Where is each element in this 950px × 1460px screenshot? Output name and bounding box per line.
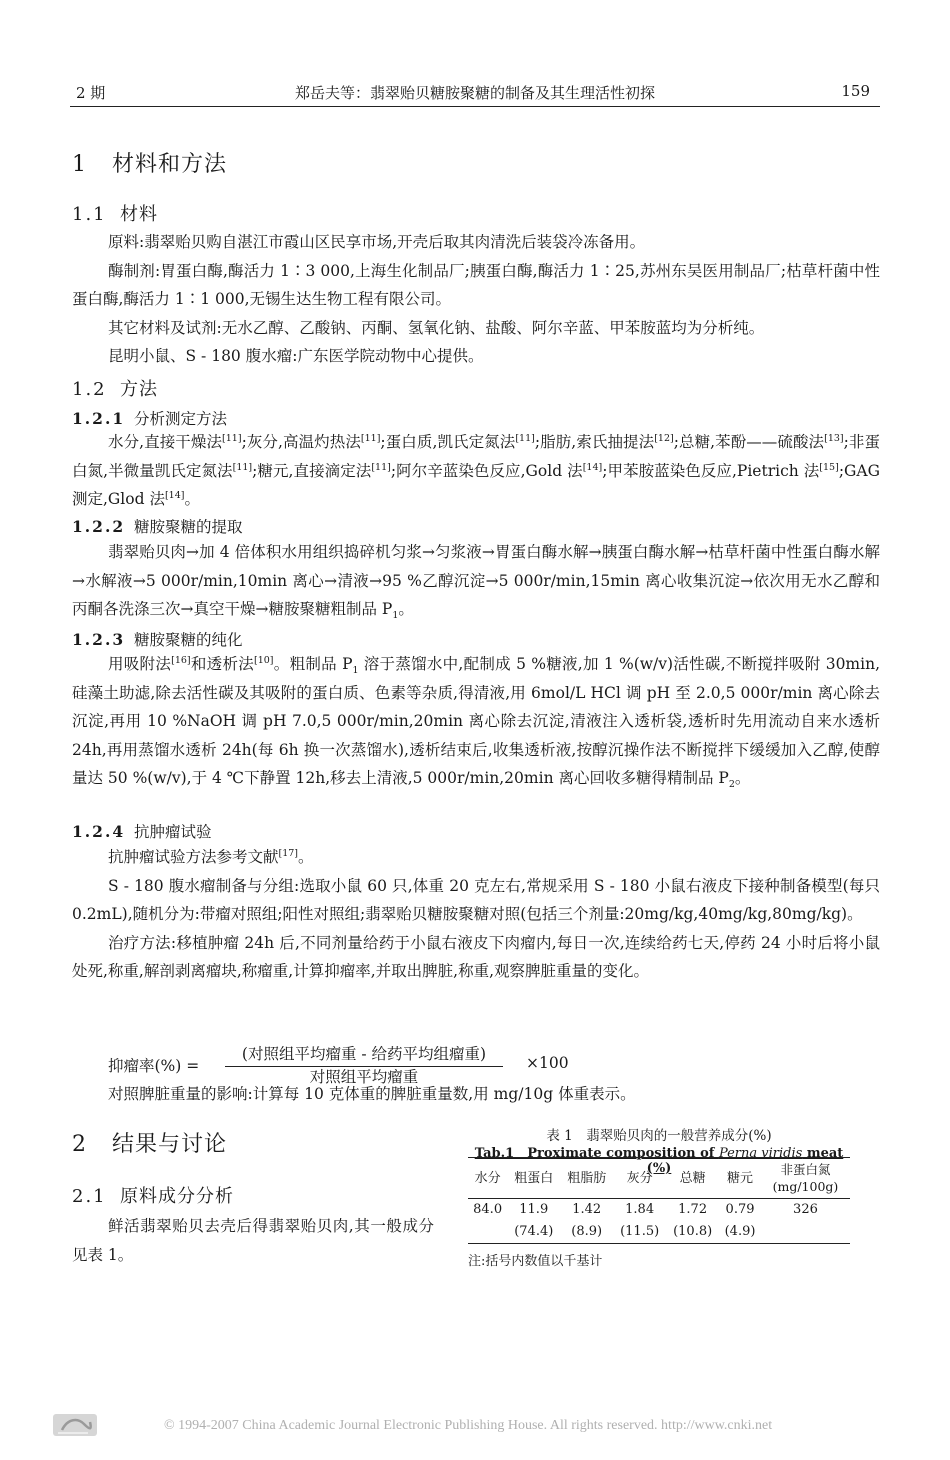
col-header: 粗脂肪	[560, 1158, 613, 1199]
table-note: 注:括号内数值以千基计	[468, 1254, 603, 1269]
heading-title: 糖胺聚糖的提取	[134, 518, 243, 536]
citation: [11]	[371, 461, 391, 473]
col-header: 总糖	[666, 1158, 719, 1199]
table-caption-en: Tab.1 Proximate composition of Perna viridis meat (%)	[474, 1146, 844, 1176]
species-name: Perna viridis	[718, 1146, 803, 1161]
heading-title: 分析测定方法	[134, 410, 228, 428]
citation: [13]	[824, 432, 844, 444]
table-cell: (8.9)	[571, 1224, 603, 1239]
subsection-number: 2.1	[72, 1186, 107, 1207]
issue-number: 2 期	[76, 84, 106, 102]
citation: [11]	[222, 432, 242, 444]
subsection-title: 原料成分分析	[120, 1186, 234, 1207]
citation: [15]	[819, 461, 839, 473]
table-cell: 326	[793, 1202, 818, 1217]
table-cell: (74.4)	[514, 1224, 554, 1239]
page-footer	[52, 1410, 912, 1446]
subsection-heading-2-1	[72, 1182, 434, 1208]
citation: [14]	[164, 490, 185, 502]
col-header: 粗蛋白	[507, 1158, 560, 1199]
heading-1-2-2	[72, 515, 880, 537]
table-row	[468, 1221, 850, 1243]
subsection-title: 材料	[120, 204, 158, 225]
heading-1-2-1	[72, 407, 880, 429]
heading-number: 1.2.3	[72, 630, 126, 649]
table-cell	[468, 1221, 507, 1243]
section-heading-2	[72, 1127, 434, 1158]
col-header: 非蛋白氮 (mg/100g)	[761, 1158, 850, 1199]
subsection-number: 1.2	[72, 379, 107, 400]
table-cell: 11.9	[519, 1202, 549, 1217]
citation: [12]	[654, 432, 674, 444]
paragraph-animals: 昆明小鼠、S - 180 腹水瘤:广东医学院动物中心提供。	[108, 347, 484, 366]
heading-1-2-3	[72, 628, 880, 650]
citation: [10]	[254, 654, 274, 666]
composition-table	[468, 1157, 850, 1244]
paragraph-analysis-methods: 水分,直接干燥法[11];灰分,高温灼热法[11];蛋白质,凯氏定氮法[11];脂肪,索氏抽提法[12];总糖,苯酚——硫酸法[13];非蛋白氮,半微量凯氏定氮法[11];糖元,直接滴定法[11];阿尔辛蓝染色反应,Gold 法[14];甲苯胺蓝染色反应,Pietrich 法[15];GAG 测定,Glod 法[14]。	[72, 432, 880, 509]
subsection-heading-1-2	[72, 375, 880, 401]
paragraph-extraction: 翡翠贻贝肉→加 4 倍体积水用组织捣碎机匀浆→匀浆液→胃蛋白酶水解→胰蛋白酶水解→枯草杆菌中性蛋白酶水解→水解液→5 000r/min,10min 离心→清液→95 %乙醇沉淀→5 000r/min,15min 离心收集沉淀→依次用无水乙醇和丙酮各洗涤三次→真空干燥→糖胺聚糖粗制品 $P_1$。	[72, 543, 880, 622]
paragraph-treatment: 治疗方法:移植肿瘤 24h 后,不同剂量给药于小鼠右液皮下肉瘤内,每日一次,连续给药七天,停药 24 小时后将小鼠处死,称重,解剖剥离瘤块,称瘤重,计算抑瘤率,并取出脾脏,称重,观察脾脏重量的变化。	[72, 933, 880, 981]
section-number: 1	[72, 152, 87, 177]
subsection-number: 1.1	[72, 204, 107, 225]
table-cell: 0.79	[725, 1202, 755, 1217]
running-header	[70, 82, 880, 107]
paragraph-grouping: S - 180 腹水瘤制备与分组:选取小鼠 60 只,体重 20 克左右,常规采用 S - 180 小鼠右液皮下接种制备模型(每只 0.2mL),随机分为:带瘤对照组;阳性对照组;翡翠贻贝糖胺聚糖对照(包括三个剂量:20mg/kg,40mg/kg,80mg/kg)。	[72, 876, 880, 924]
table-cell: (10.8)	[673, 1224, 713, 1239]
table-cell: 84.0	[473, 1202, 503, 1217]
citation: [16]	[171, 654, 191, 666]
paragraph-raw-material: 原料:翡翠贻贝购自湛江市霞山区民享市场,开壳后取其肉清洗后装袋冷冻备用。	[108, 233, 646, 251]
paragraph-spleen-weight: 对照脾脏重量的影响:计算每 10 克体重的脾脏重量数,用 mg/10g 体重表示。	[108, 1085, 636, 1103]
paragraph-enzymes: 酶制剂:胃蛋白酶,酶活力 1∶3 000,上海生化制品厂;胰蛋白酶,酶活力 1∶25,苏州东吴医用制品厂;枯草杆菌中性蛋白酶,酶活力 1∶1 000,无锡生达生物工程有限公司。	[72, 261, 880, 309]
citation: [11]	[515, 432, 535, 444]
heading-number: 1.2.4	[72, 822, 126, 841]
formula-numerator: (对照组平均瘤重 - 给药平均组瘤重)	[225, 1042, 503, 1067]
col-header: 水分	[468, 1158, 507, 1199]
heading-title: 抗肿瘤试验	[134, 823, 212, 841]
heading-number: 1.2.1	[72, 409, 126, 428]
table-cell: 1.42	[572, 1202, 602, 1217]
table-cell: 1.72	[678, 1202, 708, 1217]
table-caption-cn: 表 1 翡翠贻贝肉的一般营养成分(%)	[546, 1128, 772, 1144]
table-cell	[761, 1221, 850, 1243]
paragraph-composition: 鲜活翡翠贻贝去壳后得翡翠贻贝肉,其一般成分见表 1。	[72, 1217, 434, 1264]
publisher-logo-icon	[52, 1410, 98, 1440]
table-cell: (4.9)	[724, 1224, 756, 1239]
table-cell: 1.84	[625, 1202, 655, 1217]
page-number: 159	[841, 82, 870, 100]
paragraph-antitumor-method: 抗肿瘤试验方法参考文献[17]。	[108, 847, 314, 866]
formula-multiplier: ×100	[526, 1054, 569, 1072]
copyright-notice: © 1994-2007 China Academic Journal Electronic Publishing House. All rights reserved. http://www.cnki.net	[164, 1418, 773, 1433]
antitumor-paragraphs	[72, 843, 880, 986]
heading-1-2-4	[72, 820, 880, 842]
table-row	[468, 1199, 850, 1222]
section-title: 结果与讨论	[112, 1132, 228, 1157]
section-heading-1	[72, 147, 880, 178]
col-header: 灰分	[613, 1158, 666, 1199]
table-cell: (11.5)	[620, 1224, 660, 1239]
section-number: 2	[72, 1132, 87, 1157]
subsection-title: 方法	[120, 379, 158, 400]
table-header-row	[468, 1158, 850, 1199]
col-header: 糖元	[719, 1158, 761, 1199]
citation: [11]	[232, 461, 253, 473]
heading-number: 1.2.2	[72, 517, 126, 536]
formula-denominator: 对照组平均瘤重	[309, 1068, 419, 1086]
heading-title: 糖胺聚糖的纯化	[134, 631, 243, 649]
section-title: 材料和方法	[112, 152, 228, 177]
running-title: 郑岳夫等：翡翠贻贝糖胺聚糖的制备及其生理活性初探	[294, 84, 655, 102]
subsection-heading-1-1	[72, 200, 880, 226]
materials-paragraphs	[72, 228, 880, 371]
citation: [11]	[360, 432, 381, 444]
formula-lhs: 抑瘤率(%) =	[108, 1057, 200, 1075]
paragraph-reagents: 其它材料及试剂:无水乙醇、乙酸钠、丙酮、氢氧化钠、盐酸、阿尔辛蓝、甲苯胺蓝均为分析纯。	[108, 318, 765, 337]
citation: [14]	[582, 461, 603, 473]
citation: [17]	[278, 847, 299, 859]
paragraph-purification: 用吸附法[16]和透析法[10]。粗制品 $P_1$ 溶于蒸馏水中,配制成 5 %糖液,加 1 %(w/v)活性碳,不断搅拌吸附 30min,硅藻土助滤,除去活性碳及其吸附的蛋白质、色素等杂质,得清液,用 6mol/L HCl 调 pH 至 2.0,5 000r/min 离心除去沉淀,再用 10 %NaOH 调 pH 7.0,5 000r/min,20min 离心除去沉淀,清液注入透析袋,透析时先用流动自来水透析 24h,再用蒸馏水透析 24h(每 6h 换一次蒸馏水),透析结束后,收集透析液,按醇沉操作法不断搅拌下缓缓加入乙醇,使醇量达 50 %(w/v),于 4 ℃下静置 12h,移去上清液,5 000r/min,20min 离心回收多糖得精制品 $P_2$。	[72, 654, 880, 791]
